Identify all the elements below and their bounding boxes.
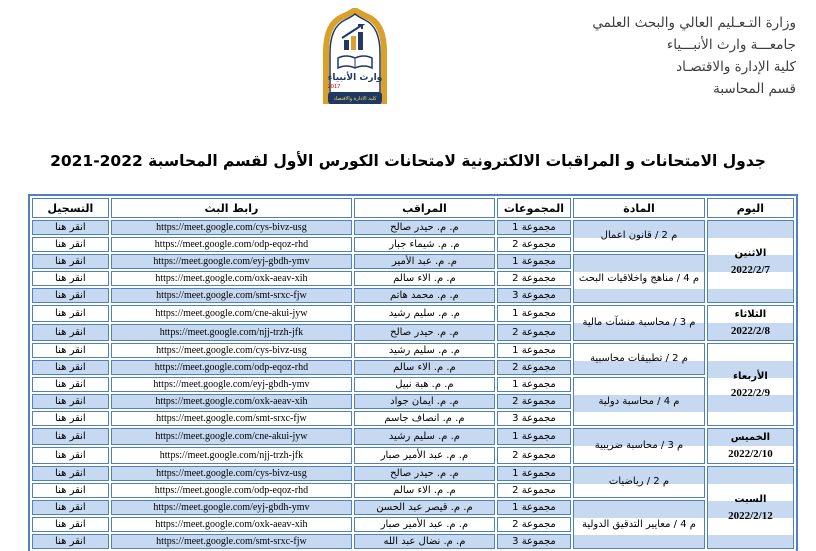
subject-cell: م 3 / محاسبة منشآت مالية bbox=[573, 305, 705, 341]
group-cell: مجموعة 1 bbox=[497, 343, 571, 358]
register-link[interactable]: انقر هنا bbox=[32, 428, 109, 445]
supervisor-cell: م. م. الاء سالم bbox=[354, 360, 495, 375]
meet-link[interactable]: https://meet.google.com/smt-srxc-fjw bbox=[111, 288, 352, 303]
group-cell: مجموعة 1 bbox=[497, 500, 571, 515]
day-cell-wednesday bbox=[707, 343, 794, 426]
letterhead-text bbox=[592, 12, 796, 100]
group-cell: مجموعة 2 bbox=[497, 447, 571, 464]
subject-cell: م 4 / معايير التدقيق الدولية bbox=[573, 500, 705, 549]
supervisor-cell: م. م. الاء سالم bbox=[354, 271, 495, 286]
register-link[interactable]: انقر هنا bbox=[32, 237, 109, 252]
book-icon bbox=[338, 56, 372, 68]
meet-link[interactable]: https://meet.google.com/cne-akui-jyw bbox=[111, 305, 352, 322]
header-row bbox=[32, 198, 794, 218]
group-cell: مجموعة 3 bbox=[497, 411, 571, 426]
table-row bbox=[32, 343, 794, 358]
day-name: الأربعاء bbox=[732, 370, 768, 382]
supervisor-cell: م. م. حيدر صالح bbox=[354, 466, 495, 481]
register-link[interactable]: انقر هنا bbox=[32, 517, 109, 532]
meet-link[interactable]: https://meet.google.com/odp-eqoz-rhd bbox=[111, 237, 352, 252]
meet-link[interactable]: https://meet.google.com/cys-bivz-usg bbox=[111, 343, 352, 358]
register-link[interactable]: انقر هنا bbox=[32, 466, 109, 481]
supervisor-cell: م. م. سليم رشيد bbox=[354, 343, 495, 358]
subject-cell: م 2 / رياضيات bbox=[573, 466, 705, 498]
register-link[interactable]: انقر هنا bbox=[32, 343, 109, 358]
day-name: السبت bbox=[734, 493, 767, 505]
supervisor-cell: م. م. شيماء جبار bbox=[354, 237, 495, 252]
supervisor-cell: م. م. عبد الأمير bbox=[354, 254, 495, 269]
group-cell: مجموعة 1 bbox=[497, 220, 571, 235]
supervisor-cell: م. م. ايمان جواد bbox=[354, 394, 495, 409]
register-link[interactable]: انقر هنا bbox=[32, 305, 109, 322]
supervisor-cell: م. م. قيصر عبد الحسن bbox=[354, 500, 495, 515]
logo-year-text: 2017 bbox=[327, 84, 341, 90]
register-link[interactable]: انقر هنا bbox=[32, 360, 109, 375]
day-cell-monday bbox=[707, 220, 794, 303]
department-line: قسم المحاسبة bbox=[713, 81, 796, 97]
col-header-day: اليوم bbox=[707, 198, 794, 218]
day-date: 2022/2/8 bbox=[730, 325, 770, 337]
group-cell: مجموعة 2 bbox=[497, 517, 571, 532]
table-row bbox=[32, 305, 794, 322]
university-line: جامعـــة وارث الأنبـــياء bbox=[666, 37, 796, 53]
subject-cell: م 2 / قانون اعمال bbox=[573, 220, 705, 252]
register-link[interactable]: انقر هنا bbox=[32, 411, 109, 426]
supervisor-cell: م. م. عبد الأمير صبار bbox=[354, 447, 495, 464]
group-cell: مجموعة 2 bbox=[497, 324, 571, 341]
ministry-line: وزارة التـعـليم العالي والبحث العلمي bbox=[592, 15, 796, 31]
col-header-subject: المادة bbox=[573, 198, 705, 218]
register-link[interactable]: انقر هنا bbox=[32, 288, 109, 303]
group-cell: مجموعة 1 bbox=[497, 377, 571, 392]
group-cell: مجموعة 2 bbox=[497, 237, 571, 252]
day-date: 2022/2/10 bbox=[728, 448, 773, 460]
supervisor-cell: م. م. الاء سالم bbox=[354, 483, 495, 498]
group-cell: مجموعة 1 bbox=[497, 466, 571, 481]
day-name: الثلاثاء bbox=[734, 309, 767, 320]
day-cell-saturday bbox=[707, 466, 794, 549]
meet-link[interactable]: https://meet.google.com/cne-akui-jyw bbox=[111, 428, 352, 445]
register-link[interactable]: انقر هنا bbox=[32, 324, 109, 341]
register-link[interactable]: انقر هنا bbox=[32, 447, 109, 464]
meet-link[interactable]: https://meet.google.com/odp-eqoz-rhd bbox=[111, 360, 352, 375]
supervisor-cell: م. م. حيدر صالح bbox=[354, 324, 495, 341]
supervisor-cell: م. م. حيدر صالح bbox=[354, 220, 495, 235]
day-date: 2022/2/7 bbox=[730, 263, 770, 276]
meet-link[interactable]: https://meet.google.com/eyj-gbdh-ymv bbox=[111, 254, 352, 269]
supervisor-cell: م. م. سليم رشيد bbox=[354, 428, 495, 445]
group-cell: مجموعة 3 bbox=[497, 288, 571, 303]
group-cell: مجموعة 2 bbox=[497, 271, 571, 286]
supervisor-cell: م. م. سليم رشيد bbox=[354, 305, 495, 322]
group-cell: مجموعة 2 bbox=[497, 483, 571, 498]
register-link[interactable]: انقر هنا bbox=[32, 220, 109, 235]
col-header-register: التسجيل bbox=[32, 198, 109, 218]
subject-cell: م 2 / تطبيقات محاسبية bbox=[573, 343, 705, 375]
day-cell-thursday bbox=[707, 428, 794, 464]
logo-calligraphy-text: وارث الأنبياء bbox=[327, 73, 383, 83]
day-date: 2022/2/9 bbox=[730, 386, 770, 399]
group-cell: مجموعة 2 bbox=[497, 360, 571, 375]
meet-link[interactable]: https://meet.google.com/njj-trzh-jfk bbox=[111, 447, 352, 464]
register-link[interactable]: انقر هنا bbox=[32, 534, 109, 549]
day-name: الاثنين bbox=[734, 247, 767, 259]
register-link[interactable]: انقر هنا bbox=[32, 254, 109, 269]
group-cell: مجموعة 1 bbox=[497, 305, 571, 322]
logo-band-text: كلية الادارة والاقتصاد bbox=[333, 96, 377, 102]
group-cell: مجموعة 2 bbox=[497, 394, 571, 409]
meet-link[interactable]: https://meet.google.com/eyj-gbdh-ymv bbox=[111, 377, 352, 392]
meet-link[interactable]: https://meet.google.com/oxk-aeav-xih bbox=[111, 271, 352, 286]
day-cell-tuesday bbox=[707, 305, 794, 341]
table-row bbox=[32, 428, 794, 445]
supervisor-cell: م. م. عبد الأمير صبار bbox=[354, 517, 495, 532]
group-cell: مجموعة 1 bbox=[497, 428, 571, 445]
table-row bbox=[32, 466, 794, 481]
table-row bbox=[32, 377, 794, 392]
supervisor-cell: م. م. نضال عبد الله bbox=[354, 534, 495, 549]
meet-link[interactable]: https://meet.google.com/njj-trzh-jfk bbox=[111, 324, 352, 341]
col-header-groups: المجموعات bbox=[497, 198, 571, 218]
meet-link[interactable]: https://meet.google.com/odp-eqoz-rhd bbox=[111, 483, 352, 498]
table-row bbox=[32, 220, 794, 235]
meet-link[interactable]: https://meet.google.com/cys-bivz-usg bbox=[111, 466, 352, 481]
subject-cell: م 4 / مناهج واخلاقيات البحث bbox=[573, 254, 705, 303]
supervisor-cell: م. م. محمد هاتم bbox=[354, 288, 495, 303]
subject-cell: م 3 / محاسبة ضريبية bbox=[573, 428, 705, 464]
col-header-link: رابط البث bbox=[111, 198, 352, 218]
register-link[interactable]: انقر هنا bbox=[32, 500, 109, 515]
meet-link[interactable]: https://meet.google.com/oxk-aeav-xih bbox=[111, 394, 352, 409]
university-logo bbox=[318, 8, 392, 110]
supervisor-cell: م. م. هبة نبيل bbox=[354, 377, 495, 392]
register-link[interactable]: انقر هنا bbox=[32, 483, 109, 498]
meet-link[interactable]: https://meet.google.com/eyj-gbdh-ymv bbox=[111, 500, 352, 515]
table-row bbox=[32, 254, 794, 269]
college-line: كلية الإدارة والاقتصـاد bbox=[676, 59, 796, 75]
meet-link[interactable]: https://meet.google.com/cys-bivz-usg bbox=[111, 220, 352, 235]
table-row bbox=[32, 500, 794, 515]
document-title: جدول الامتحانات و المراقبات الالكترونية لامتحانات الكورس الأول لقسم المحاسبة 2022-2021 bbox=[50, 152, 766, 170]
col-header-supervisor: المراقب bbox=[354, 198, 495, 218]
supervisor-cell: م. م. انصاف جاسم bbox=[354, 411, 495, 426]
day-name: الخميس bbox=[730, 432, 771, 443]
meet-link[interactable]: https://meet.google.com/smt-srxc-fjw bbox=[111, 534, 352, 549]
register-link[interactable]: انقر هنا bbox=[32, 394, 109, 409]
group-cell: مجموعة 3 bbox=[497, 534, 571, 549]
group-cell: مجموعة 1 bbox=[497, 254, 571, 269]
day-date: 2022/2/12 bbox=[728, 509, 773, 522]
exam-schedule-table bbox=[28, 194, 798, 551]
meet-link[interactable]: https://meet.google.com/oxk-aeav-xih bbox=[111, 517, 352, 532]
register-link[interactable]: انقر هنا bbox=[32, 377, 109, 392]
university-logo-graphic bbox=[318, 8, 392, 110]
subject-cell: م 4 / محاسبة دولية bbox=[573, 377, 705, 426]
register-link[interactable]: انقر هنا bbox=[32, 271, 109, 286]
meet-link[interactable]: https://meet.google.com/smt-srxc-fjw bbox=[111, 411, 352, 426]
